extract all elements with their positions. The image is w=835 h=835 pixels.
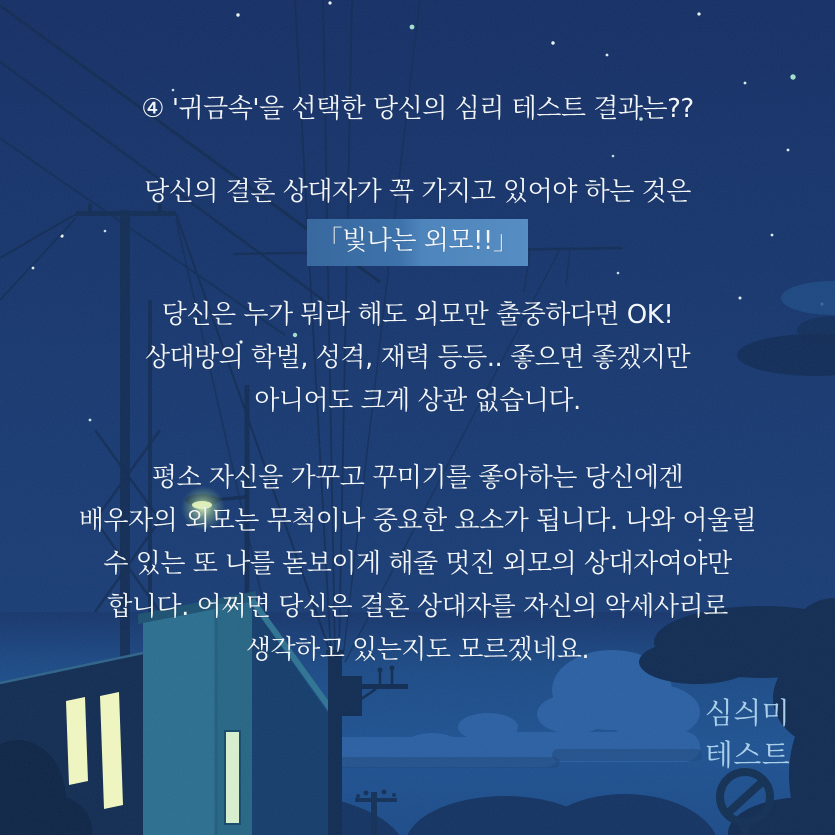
result-line: 당신은 누가 뭐라 해도 외모만 출중하다면 OK! <box>161 300 674 330</box>
result-line: 배우자의 외모는 무척이나 중요한 요소가 됩니다. 나와 어울릴 <box>78 506 757 536</box>
result-line: 상대방의 학벌, 성격, 재력 등등.. 좋으면 좋겠지만 <box>144 343 691 373</box>
result-paragraph-2 <box>0 457 835 672</box>
watermark-name: 심싀미 <box>704 696 791 730</box>
watermark <box>660 692 835 776</box>
result-line: 수 있는 또 나를 돋보이게 해줄 멋진 외모의 상대자여야만 <box>103 549 732 579</box>
result-line: 아니어도 크게 상관 없습니다. <box>254 386 581 416</box>
result-line: 평소 자신을 가꾸고 꾸미기를 좋아하는 당신에겐 <box>151 463 684 493</box>
result-line: 생각하고 있는지도 모르겠네요. <box>245 635 590 665</box>
card-title: ④ '귀금속'을 선택한 당신의 심리 테스트 결과는?? <box>141 94 694 124</box>
intro-line: 당신의 결혼 상대자가 꼭 가지고 있어야 하는 것은 <box>144 177 691 207</box>
answer-highlight: 「빛나는 외모!!」 <box>307 219 529 266</box>
result-line: 합니다. 어쩌면 당신은 결혼 상대자를 자신의 악세사리로 <box>107 592 728 622</box>
intro-block <box>0 172 835 266</box>
watermark-subtitle: 테스트 <box>704 738 791 772</box>
result-paragraph-1 <box>0 294 835 423</box>
highlight-row <box>0 219 835 266</box>
